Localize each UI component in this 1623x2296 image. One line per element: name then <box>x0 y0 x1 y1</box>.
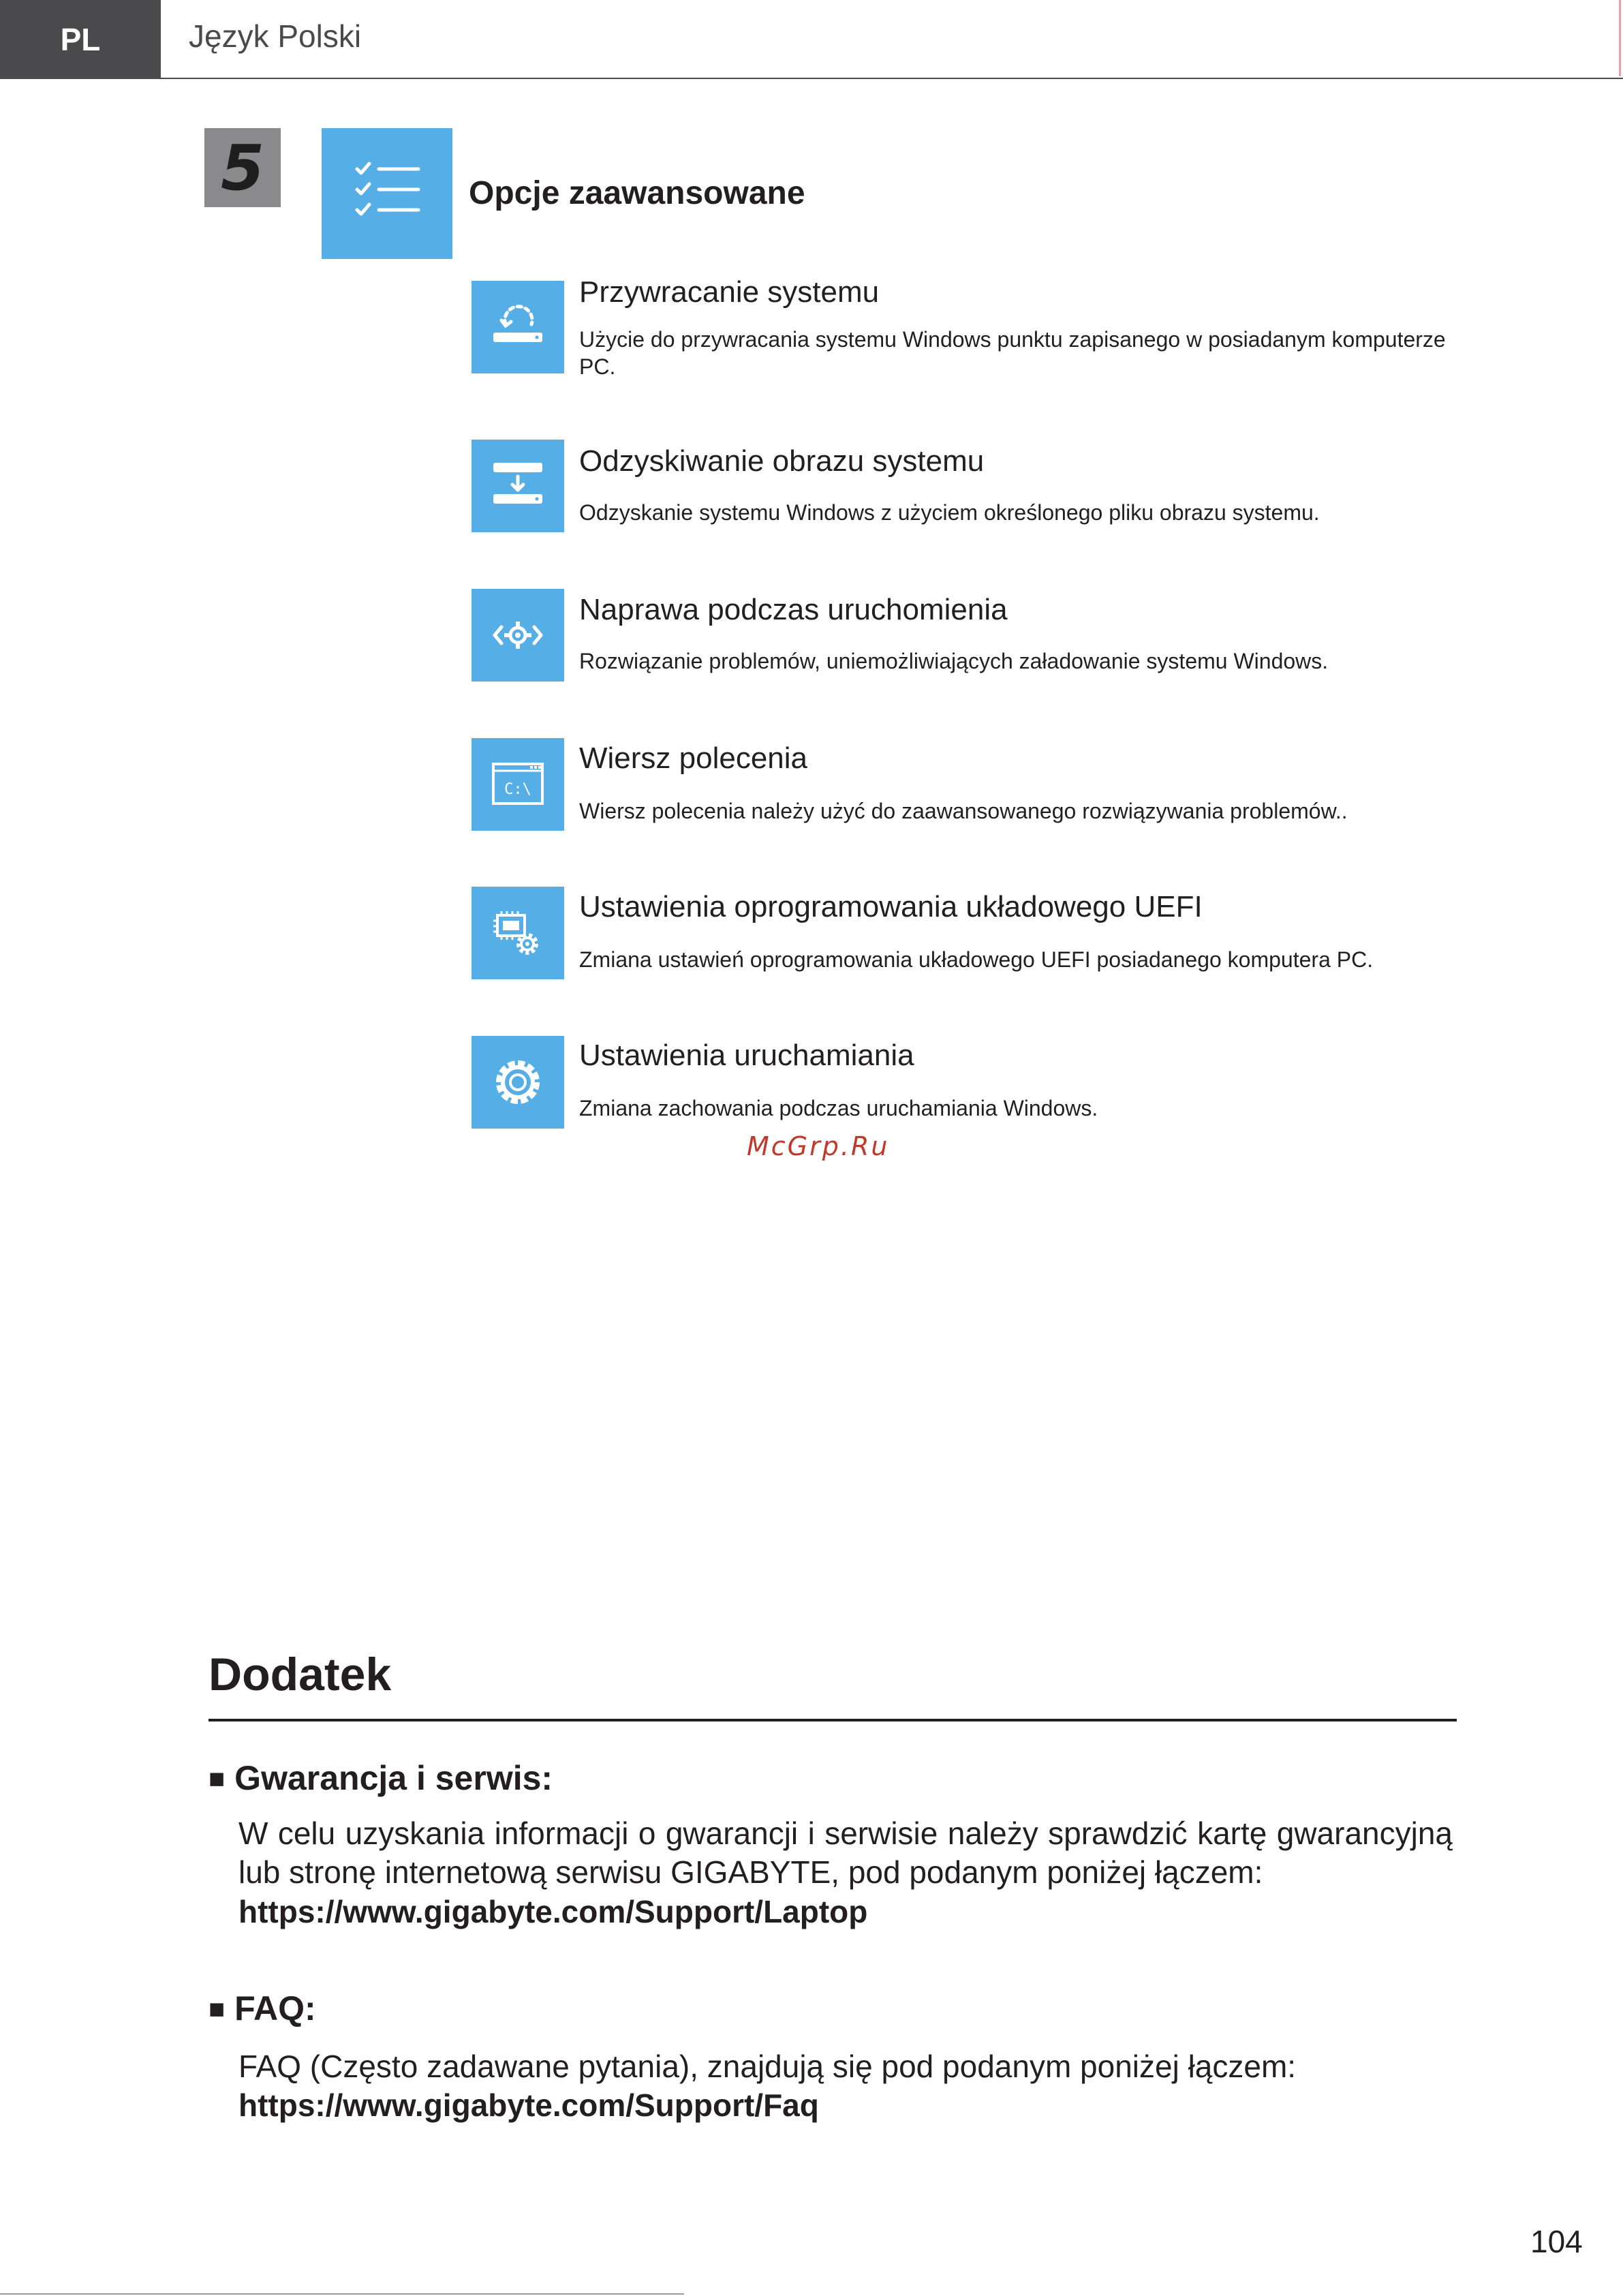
system-restore-icon[interactable] <box>472 281 564 373</box>
option-title: Naprawa podczas uruchomienia <box>579 593 1008 626</box>
option-description: Odzyskanie systemu Windows z użyciem określonego pliku obrazu systemu. <box>579 500 1320 525</box>
command-prompt-icon[interactable] <box>472 738 564 831</box>
option-description: Użycie do przywracania systemu Windows punktu zapisanego w posiadanym komputerze PC. <box>579 327 1446 379</box>
language-name: Język Polski <box>189 18 362 54</box>
option-title: Przywracanie systemu <box>579 275 880 309</box>
command-prompt-label: C:\ <box>504 781 531 798</box>
faq-link[interactable]: https://www.gigabyte.com/Support/Faq <box>238 2087 819 2123</box>
option-title: Ustawienia uruchamiania <box>579 1039 914 1072</box>
warranty-heading <box>208 1758 553 1798</box>
page-edge-mark <box>1619 0 1621 76</box>
startup-settings-icon[interactable] <box>472 1036 564 1129</box>
option-title: Ustawienia oprogramowania układowego UEFI <box>579 890 1203 923</box>
option-description: Zmiana ustawień oprogramowania układowego UEFI posiadanego komputera PC. <box>579 947 1374 972</box>
header-divider <box>161 78 1623 79</box>
system-image-recovery-icon[interactable] <box>472 440 564 532</box>
checklist-icon <box>322 128 452 259</box>
warranty-link[interactable]: https://www.gigabyte.com/Support/Laptop <box>238 1894 868 1929</box>
uefi-firmware-settings-icon[interactable] <box>472 887 564 979</box>
faq-text: FAQ (Często zadawane pytania), znajdują się pod podanym poniżej łączem: <box>238 2049 1297 2084</box>
appendix-divider <box>208 1719 1457 1721</box>
page-number: 104 <box>1530 2224 1583 2259</box>
language-tab: PL <box>0 0 161 79</box>
option-title: Odzyskiwanie obrazu systemu <box>579 444 985 478</box>
bullet-icon: ■ <box>208 1994 226 2024</box>
bullet-icon: ■ <box>208 1764 226 1794</box>
warranty-text: W celu uzyskania informacji o gwarancji i serwisie należy sprawdzić kartę gwarancyjną lub stronę internetową serwisu GIGABYTE, pod podanym poniżej łączem: <box>238 1816 1453 1890</box>
step-title: Opcje zaawansowane <box>469 175 805 211</box>
watermark: McGrp.Ru <box>747 1131 890 1161</box>
appendix-title: Dodatek <box>208 1649 392 1700</box>
faq-heading-text: FAQ: <box>234 1989 316 2027</box>
option-description: Zmiana zachowania podczas uruchamiania Windows. <box>579 1096 1098 1120</box>
footer-line <box>0 2293 684 2295</box>
option-description: Wiersz polecenia należy użyć do zaawansowanego rozwiązywania problemów.. <box>579 799 1348 823</box>
option-title: Wiersz polecenia <box>579 741 808 775</box>
step-number: 5 <box>204 128 281 207</box>
warranty-heading-text: Gwarancja i serwis: <box>234 1759 553 1797</box>
option-description: Rozwiązanie problemów, uniemożliwiających załadowanie systemu Windows. <box>579 649 1329 673</box>
startup-repair-icon[interactable] <box>472 589 564 682</box>
faq-heading <box>208 1989 316 2028</box>
